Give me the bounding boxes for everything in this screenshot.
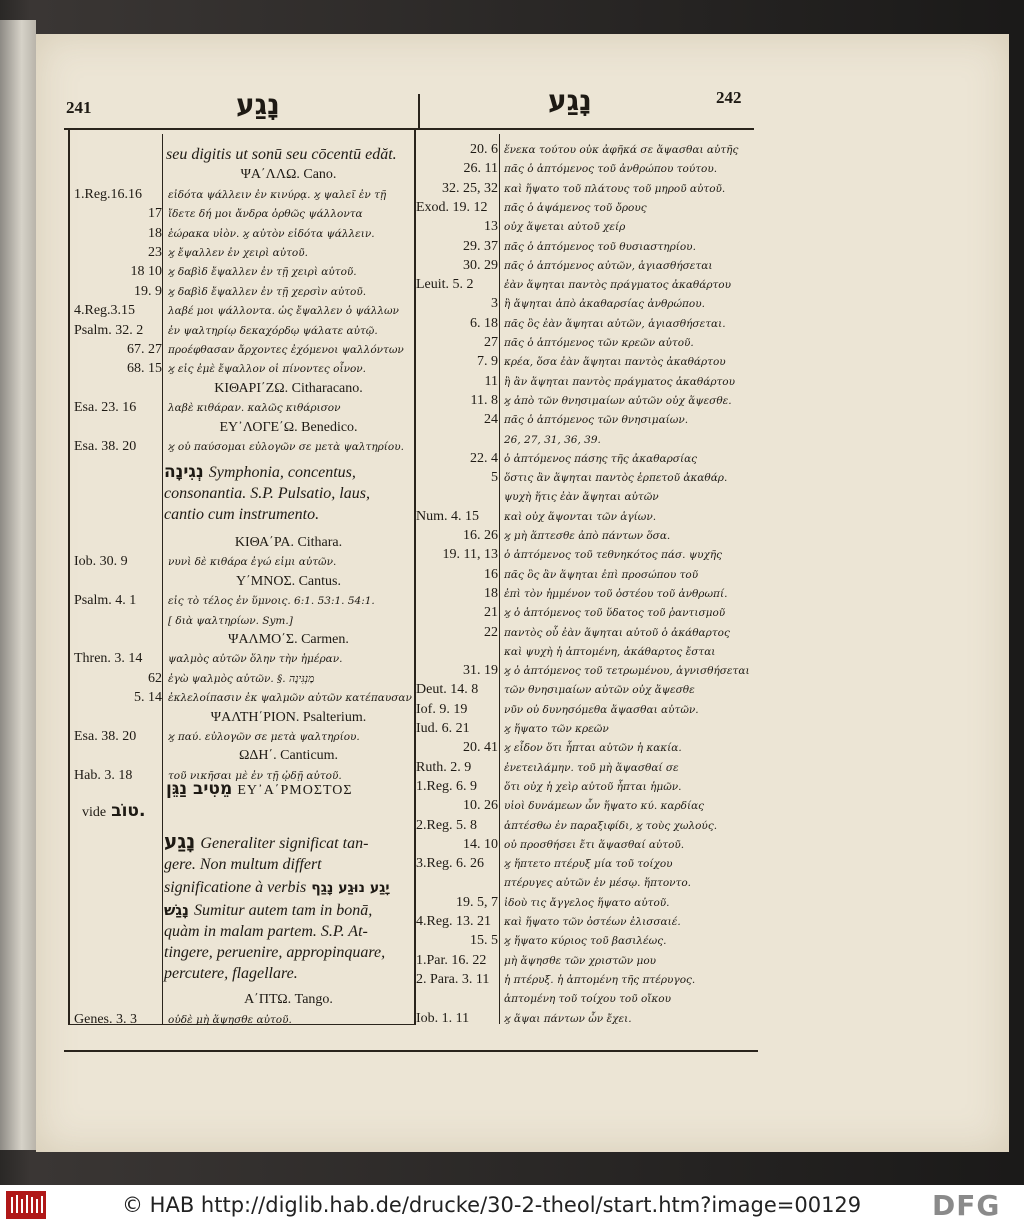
entry-row — [74, 531, 411, 551]
entry-reference: 14. 10 — [463, 836, 498, 852]
entry-reference: 62 — [148, 670, 162, 686]
book-edge — [0, 20, 36, 1150]
naga-line5: quàm in malam partem. S.P. At- — [164, 923, 368, 940]
entry-greek: υἱοὶ δυνάμεων ὧν ἥψατο κύ. καρδίας — [504, 800, 705, 813]
entry-greek: καὶ ἥψατο τῶν ὀστέων ἐλισσαιέ. — [504, 916, 681, 928]
entry-greek: ἐὰν ἅψηται παντὸς πράγματος ἀκαθάρτου — [504, 279, 732, 292]
entry-row — [74, 319, 378, 339]
entry-row — [74, 1008, 292, 1028]
entry-row — [416, 929, 666, 949]
entry-greek: ϗ ἔψαλλεν ἐν χειρὶ αὐτοῦ. — [168, 247, 308, 259]
entry-row — [416, 447, 697, 467]
entry-greek: πᾶς ὁ ἁπτόμενος τοῦ θυσιαστηρίου. — [504, 240, 696, 253]
entry-row — [416, 312, 726, 332]
naga-line7: percutere, flagellare. — [164, 965, 298, 982]
entry-reference: 68. 15 — [127, 361, 162, 377]
entry-greek: ὁ ἁπτόμενος τοῦ τεθνηκότος πάσ. ψυχῆς — [504, 549, 722, 562]
entry-row — [74, 988, 411, 1008]
entry-row — [74, 744, 411, 764]
header-rule — [64, 128, 754, 130]
entry-greek: οὐχ ἅψεται αὐτοῦ χείρ — [504, 221, 626, 234]
meitiv-entry — [82, 779, 353, 821]
entry-row — [416, 563, 698, 583]
entry-row — [416, 292, 705, 312]
entry-row — [74, 241, 308, 261]
entry-row — [416, 852, 673, 872]
entry-reference: 31. 19 — [463, 663, 498, 679]
entry-reference: 27 — [484, 335, 498, 350]
entry-greek: ἕνεκα τούτου οὐκ ἀφῆκά σε ἅψασθαι αὐτῆς — [504, 144, 739, 156]
neginah-hebrew: נְגִינָה — [164, 462, 204, 482]
entry-row — [74, 396, 341, 416]
entry-row — [416, 524, 670, 544]
entry-reference: Iob. 30. 9 — [74, 554, 128, 570]
entry-reference: 11 — [484, 373, 498, 389]
entry-reference: 11. 8 — [470, 392, 498, 408]
entry-reference: Esa. 23. 16 — [74, 400, 137, 416]
heading-right: נָגַע — [548, 84, 592, 117]
entry-greek: καὶ οὐχ ἅψονται τῶν ἁγίων. — [504, 510, 657, 523]
entry-heading: ΨΑ΄ΛΛΩ. Cano. — [240, 167, 337, 183]
meitiv-hebrew: מֵטִיב נַגֵּן — [166, 779, 233, 799]
entry-greek: ϗ μὴ ἅπτεσθε ἀπὸ πάντων ὅσα. — [504, 530, 671, 542]
entry-row — [416, 370, 735, 390]
entry-greek: πᾶς ὁ ἁπτόμενος τῶν κρεῶν αὐτοῦ. — [504, 337, 694, 349]
entry-greek: [ διὰ ψαλτηρίων. Sym.] — [168, 614, 293, 627]
entry-greek: ἐνετειλάμην. τοῦ μὴ ἅψασθαί σε — [504, 761, 679, 774]
page-number-right: 242 — [716, 88, 742, 107]
entry-row — [416, 428, 601, 447]
footer-rule — [64, 1050, 758, 1052]
entry-reference: 18 — [484, 585, 498, 601]
entry-reference: 19. 11, 13 — [442, 547, 498, 563]
entry-reference: Thren. 3. 14 — [74, 651, 143, 667]
naga-hebrew: נָגַע — [164, 829, 196, 853]
entry-row — [416, 659, 750, 679]
entry-greek: ἁπτέσθω ἐν παραξιφίδι, ϗ τοὺς χωλούς. — [504, 819, 718, 832]
entry-reference: Num. 4. 15 — [416, 508, 479, 524]
entry-reference: 22 — [484, 624, 498, 640]
entry-reference: 24 — [484, 412, 498, 428]
entry-greek: ϗ ἥψατο κύριος τοῦ βασιλέως. — [504, 935, 667, 948]
entry-row — [416, 389, 732, 409]
entry-reference: 1.Reg.16.16 — [74, 186, 143, 202]
entry-row — [74, 589, 375, 609]
entry-row — [416, 871, 691, 890]
entry-row — [416, 254, 712, 274]
naga-line6: tingere, peruenire, appropinquare, — [164, 944, 386, 961]
entry-reference: 2. Para. 3. 11 — [416, 971, 490, 987]
entry-greek: ϗ ὁ ἁπτόμενος τοῦ ὕδατος τοῦ ῥαντισμοῦ — [504, 607, 726, 620]
entry-greek: ϗ ὁ ἁπτόμενος τοῦ τετρωμένου, ἁγνισθήσεται — [504, 665, 750, 678]
entry-row — [74, 667, 314, 687]
entry-greek: ϗ δαβὶδ ἔψαλλεν ἐν τῇ χειρὶ αὐτοῦ. — [168, 266, 357, 279]
entry-greek: τοῦ νικῆσαι μὲ ἐν τῇ ᾠδῇ αὐτοῦ. — [168, 769, 342, 782]
entry-row — [416, 331, 694, 351]
entry-reference: Exod. 19. 12 — [416, 199, 488, 215]
entry-reference: 16. 26 — [463, 528, 498, 543]
entry-reference: Psalm. 4. 1 — [74, 593, 137, 609]
entry-greek: ἁπτομένη τοῦ τοίχου τοῦ οἴκου — [504, 993, 671, 1006]
entry-reference: Leuit. 5. 2 — [416, 277, 474, 293]
heading-left: נָגַע — [236, 88, 280, 121]
entry-greek: πτέρυγες αὐτῶν ἐν μέσῳ. ἥπτοντο. — [504, 877, 691, 890]
entry-row — [416, 678, 695, 698]
entry-row — [74, 163, 411, 183]
entry-row — [416, 621, 730, 641]
entry-reference: 4.Reg.3.15 — [74, 303, 136, 319]
neginah-line3: cantio cum instrumento. — [164, 506, 320, 523]
entry-reference: 6. 18 — [470, 315, 498, 331]
entry-reference: 20. 41 — [463, 740, 498, 756]
entry-row — [416, 582, 727, 602]
entry-greek: ὁ ἁπτόμενος πάσης τῆς ἀκαθαρσίας — [504, 452, 698, 465]
entry-row — [416, 698, 699, 718]
entry-reference: Iof. 9. 19 — [416, 701, 468, 717]
entry-row — [416, 138, 738, 158]
entry-greek: κρέα, ὅσα ἐὰν ἅψηται παντὸς ἀκαθάρτου — [504, 356, 726, 369]
entry-reference: 7. 9 — [477, 354, 498, 370]
entry-reference: 3.Reg. 6. 26 — [416, 856, 485, 872]
entry-reference: 15. 5 — [470, 933, 498, 949]
entry-reference: 18 10 — [130, 264, 162, 280]
entry-greek: πᾶς ὃς ἂν ἅψηται ἐπὶ προσώπου τοῦ — [504, 568, 699, 581]
entry-greek: 26, 27, 31, 36, 39. — [504, 433, 601, 446]
entry-reference: 32. 25, 32 — [442, 180, 498, 196]
entry-greek: μὴ ἅψησθε τῶν χριστῶν μου — [504, 954, 657, 967]
entry-heading: ΩΔΗ΄. Canticum. — [238, 748, 339, 764]
entry-reference: 2.Reg. 5. 8 — [416, 817, 478, 833]
entry-greek: νῦν οὐ δυνησόμεθα ἅψασθαι αὐτῶν. — [504, 703, 699, 716]
entry-reference: Iud. 6. 21 — [416, 721, 470, 736]
entry-greek: ϗ εἶδον ὅτι ἧπται αὐτῶν ἡ κακία. — [504, 742, 682, 755]
entry-reference: Psalm. 32. 2 — [74, 322, 144, 338]
entry-row — [74, 222, 375, 242]
entry-greek: ϗ εἰς ἐμὲ ἔψαλλον οἱ πίνοντες οἶνον. — [168, 363, 367, 376]
entry-row — [416, 601, 725, 621]
entry-greek: ἰδοὺ τις ἄγγελος ἥψατο αὐτοῦ. — [504, 896, 670, 909]
entry-row — [416, 968, 695, 988]
entry-reference: 26. 11 — [463, 161, 498, 177]
naga-line3: significatione à verbis — [164, 879, 307, 896]
entry-row — [416, 235, 696, 255]
entry-greek: ϗ παύ. εὐλογῶν σε μετὰ ψαλτηρίου. — [168, 731, 360, 743]
entry-reference: 16 — [484, 566, 498, 582]
entry-reference: 22. 4 — [470, 450, 498, 466]
entry-reference: Iob. 1. 11 — [416, 1010, 470, 1026]
entry-reference: Deut. 14. 8 — [416, 682, 479, 698]
entry-reference: 67. 27 — [127, 342, 162, 357]
entry-greek: ϗ ἥψατο τῶν κρεῶν — [504, 723, 609, 735]
entry-heading: ΚΙΘΑΡΙ΄ΖΩ. Citharacano. — [214, 380, 363, 396]
entry-row — [74, 609, 293, 628]
entry-heading: ΨΑΛΜΟ΄Σ. Carmen. — [228, 632, 349, 647]
entry-reference: 23 — [148, 245, 162, 260]
meitiv-greek: ΕΥ᾽Α΄ΡΜΟΣΤΟΣ — [237, 783, 353, 798]
entry-row — [416, 756, 679, 776]
entry-row — [74, 628, 411, 648]
entry-row — [416, 543, 722, 563]
entry-reference: 29. 37 — [463, 238, 498, 254]
page-number-left: 241 — [66, 98, 92, 117]
header-divider — [418, 94, 420, 128]
entry-row — [74, 144, 411, 164]
entry-row — [416, 196, 647, 216]
entry-row — [74, 706, 411, 726]
entry-row — [74, 550, 336, 570]
entry-greek: ϗ ἅψαι πάντων ὧν ἔχει. — [504, 1012, 632, 1025]
entry-greek: πᾶς ὁ ἁπτόμενος αὐτῶν, ἁγιασθήσεται — [504, 259, 713, 272]
entry-greek: ψυχὴ ἥτις ἐὰν ἅψηται αὐτῶν — [504, 491, 659, 504]
entry-reference: Esa. 38. 20 — [74, 729, 137, 744]
entry-reference: 3 — [491, 296, 498, 312]
entry-reference: 1.Par. 16. 22 — [416, 952, 487, 968]
entry-row — [74, 202, 363, 222]
entry-greek: πᾶς ὁ ἁψάμενος τοῦ ὄρους — [504, 201, 647, 214]
entry-reference: 5. 14 — [134, 690, 162, 706]
entry-greek: ἐκλελοίπασιν ἐκ ψαλμῶν αὐτῶν κατέπαυσαν — [168, 692, 412, 705]
neginah-entry — [164, 462, 370, 524]
entry-greek: ψαλμὸς αὐτῶν ὅλην τὴν ἡμέραν. — [168, 653, 343, 666]
entry-row — [74, 299, 399, 319]
entry-greek: ϗ οὐ παύσομαι εὐλογῶν σε μετὰ ψαλτηρίου. — [168, 441, 404, 453]
entry-row — [416, 177, 725, 197]
entry-heading: Α΄ΠΤΩ. Tango. — [244, 992, 333, 1007]
entry-greek: ἢ ἅψηται ἀπὸ ἀκαθαρσίας ἀνθρώπου. — [504, 298, 705, 311]
entry-row — [74, 686, 412, 706]
entry-row — [416, 1007, 632, 1027]
entry-reference: 13 — [484, 219, 498, 235]
entry-greek: ὅστις ἂν ἅψηται παντὸς ἑρπετοῦ ἀκαθάρ. — [504, 472, 728, 485]
naga-hebrew-line4: נָגַשׁ — [164, 901, 189, 919]
entry-reference: 17 — [148, 206, 162, 222]
entry-row — [416, 736, 682, 756]
entry-greek: οὐ προσθήσει ἔτι ἅψασθαί αὐτοῦ. — [504, 838, 685, 851]
entry-greek: εἰς τὸ τέλος ἐν ὕμνοις. 6:1. 53:1. 54:1. — [168, 595, 375, 608]
naga-hebrew-inline: יָגַע נוּגַע נָגַף — [311, 880, 390, 896]
entry-reference: 10. 26 — [463, 798, 498, 814]
entry-row — [416, 640, 715, 659]
entry-greek: ἐγὼ ψαλμὸς αὐτῶν. §. מַנְגִּינָה — [168, 672, 315, 685]
entry-row — [74, 416, 411, 436]
entry-row — [416, 408, 688, 428]
entry-row — [416, 910, 681, 930]
entry-row — [416, 794, 704, 814]
entry-reference: 1.Reg. 6. 9 — [416, 778, 478, 794]
hab-library-logo-icon — [6, 1191, 46, 1219]
entry-row — [416, 157, 717, 177]
copyright-url[interactable]: © HAB http://diglib.hab.de/drucke/30-2-theol/start.htm?image=00129 — [122, 1193, 862, 1217]
entry-row — [416, 717, 609, 737]
entry-reference: 19. 5, 7 — [456, 894, 498, 910]
entry-heading: ΕΥ᾽ΛΟΓΕ΄Ω. Benedico. — [219, 419, 358, 435]
entry-greek: λαβὲ κιθάραν. καλῶς κιθάρισον — [168, 402, 341, 415]
entry-row — [74, 647, 342, 667]
naga-entry — [164, 829, 390, 983]
entry-heading: Υ΄ΜΝΟΣ. Cantus. — [236, 573, 341, 589]
entry-greek: ἐπὶ τὸν ἡμμένον τοῦ ὀστέου τοῦ ἀνθρωπί. — [504, 587, 728, 600]
entry-row — [74, 435, 404, 455]
entry-greek: προέφθασαν ἄρχοντες ἐχόμενοι ψαλλόντων — [168, 344, 404, 356]
entry-row — [416, 215, 625, 235]
naga-line4: Sumitur autem tam in bonā, — [193, 902, 373, 919]
entry-row — [416, 505, 656, 525]
entry-row — [74, 280, 366, 300]
book-page — [36, 34, 1009, 1152]
entry-reference: Genes. 3. 3 — [74, 1011, 137, 1027]
entry-row — [74, 357, 366, 377]
entry-row — [74, 377, 411, 397]
neginah-line2: consonantia. S.P. Pulsatio, laus, — [164, 485, 370, 502]
entry-greek: πᾶς ὁ ἁπτόμενος τοῦ ἀνθρώπου τούτου. — [504, 163, 718, 176]
entry-greek: πᾶς ὃς ἐὰν ἅψηται αὐτῶν, ἁγιασθήσεται. — [504, 317, 726, 330]
entry-heading: ΚΙΘΑ΄ΡΑ. Cithara. — [234, 535, 343, 550]
entry-greek: εἰδότα ψάλλειν ἐν κινύρᾳ. ϗ ψαλεῖ ἐν τῇ — [168, 188, 387, 201]
entry-reference: 4.Reg. 13. 21 — [416, 914, 492, 929]
entry-reference: Esa. 38. 20 — [74, 439, 137, 454]
entry-reference: 20. 6 — [470, 142, 498, 157]
naga-line2: gere. Non multum differt — [164, 856, 322, 873]
entry-row — [416, 350, 726, 370]
entry-row — [416, 273, 731, 293]
entry-reference: Hab. 3. 18 — [74, 767, 133, 783]
entry-greek: οὐδὲ μὴ ἅψησθε αὐτοῦ. — [168, 1013, 292, 1026]
footer-bar — [0, 1185, 1024, 1225]
entry-row — [416, 775, 682, 795]
entry-heading: seu digitis ut sonū seu cōcentū edăt. — [166, 146, 397, 163]
entry-reference: 19. 9 — [134, 283, 162, 299]
entry-greek: ἢ ἂν ἅψηται παντὸς πράγματος ἀκαθάρτου — [504, 375, 735, 388]
entry-greek: πᾶς ὁ ἁπτόμενος τῶν θνησιμαίων. — [504, 414, 689, 427]
entry-row — [416, 987, 671, 1006]
entry-row — [74, 183, 386, 203]
entry-row — [74, 725, 360, 745]
entry-greek: ἑώρακα υἱὸν. ϗ αὐτὸν εἰδότα ψάλλειν. — [168, 227, 375, 240]
entry-greek: τῶν θνησιμαίων αὐτῶν οὐχ ἅψεσθε — [504, 684, 695, 697]
entry-greek: καὶ ἥψατο τοῦ πλάτους τοῦ μηροῦ αὐτοῦ. — [504, 182, 726, 195]
naga-line1: Generaliter significat tan- — [200, 835, 369, 852]
entry-greek: ἴδετε δή μοι ἄνδρα ὀρθῶς ψάλλοντα — [168, 208, 363, 221]
entry-row — [416, 485, 659, 504]
entry-row — [416, 466, 727, 486]
neginah-line1: Symphonia, concentus, — [208, 464, 356, 481]
entry-greek: λαβέ μοι ψάλλοντα. ὡς ἔψαλλεν ὁ ψάλλων — [168, 305, 399, 318]
entry-greek: ϗ δαβὶδ ἔψαλλεν ἐν τῇ χερσὶν αὐτοῦ. — [168, 285, 367, 298]
entry-greek: ϗ ἀπὸ τῶν θνησιμαίων αὐτῶν οὐχ ἅψεσθε. — [504, 394, 732, 407]
entry-row — [74, 338, 404, 358]
meitiv-vide: vide — [82, 805, 107, 820]
entry-greek: ἐν ψαλτηρίῳ δεκαχόρδῳ ψάλατε αὐτῷ. — [168, 324, 378, 337]
entry-greek: νυνὶ δὲ κιθάρα ἐγώ εἰμι αὐτῶν. — [168, 556, 337, 569]
left-margin-rule — [68, 130, 70, 1025]
entry-row — [74, 570, 411, 590]
entry-reference: 5 — [491, 470, 498, 486]
entry-greek: ὅτι οὐχ ἡ χεὶρ αὐτοῦ ἧπται ἡμῶν. — [504, 780, 682, 793]
meitiv-hebrew-ref: טוֹב. — [111, 801, 146, 821]
entry-reference: 21 — [484, 605, 498, 621]
entry-greek: παντὸς οὗ ἐὰν ἅψηται αὐτοῦ ὁ ἀκάθαρτος — [504, 626, 730, 639]
dfg-logo: DFG — [932, 1189, 1001, 1222]
entry-row — [74, 260, 357, 280]
entry-greek: καὶ ψυχὴ ἡ ἁπτομένη, ἀκάθαρτος ἔσται — [504, 645, 716, 658]
entry-greek: ἡ πτέρυξ. ἡ ἁπτομένη τῆς πτέρυγος. — [504, 973, 696, 986]
entry-greek: ϗ ἥπτετο πτέρυξ μία τοῦ τοίχου — [504, 858, 673, 871]
entry-row — [416, 814, 717, 834]
entry-reference: Ruth. 2. 9 — [416, 759, 472, 775]
entry-heading: ΨΑΛΤΗ΄ΡΙΟΝ. Psalterium. — [210, 709, 367, 725]
entry-reference: 30. 29 — [463, 257, 498, 273]
entry-row — [416, 949, 656, 969]
entry-row — [416, 833, 684, 853]
entry-row — [416, 891, 670, 911]
entry-reference: 18 — [148, 225, 162, 241]
